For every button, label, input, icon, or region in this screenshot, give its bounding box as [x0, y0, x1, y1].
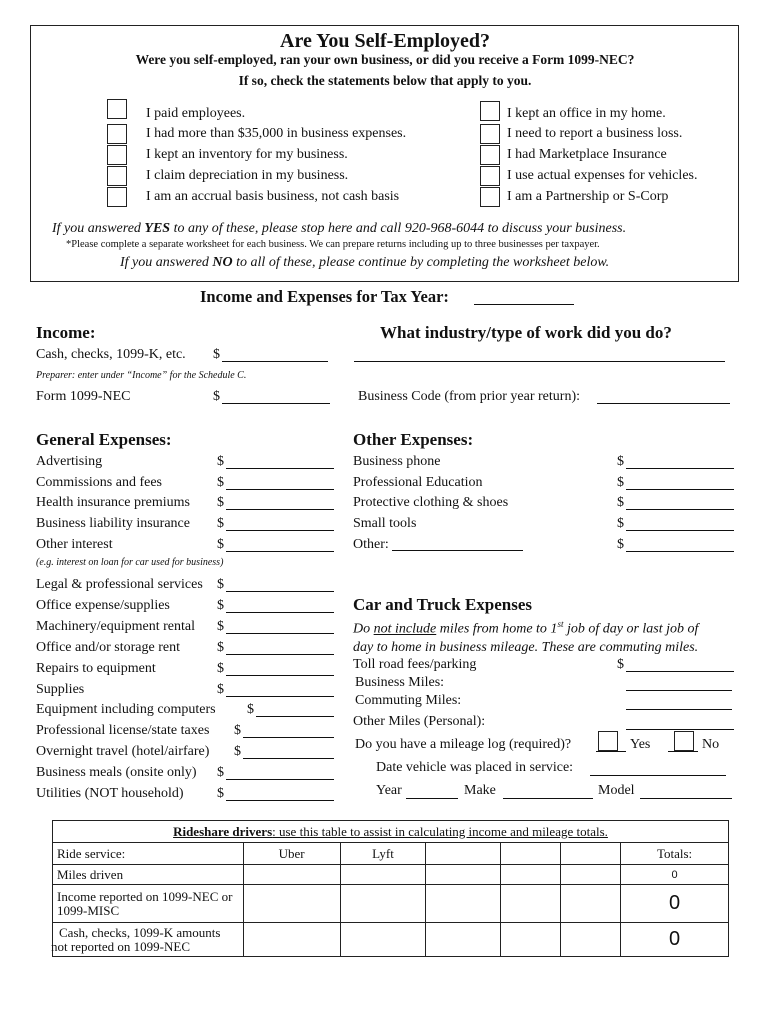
general-business-meals-onsite-only-input[interactable] — [226, 779, 334, 780]
dollar-sign: $ — [217, 639, 224, 655]
checkbox-paid-employees[interactable] — [107, 99, 127, 119]
general-health-insurance-premiums-input[interactable] — [226, 509, 334, 510]
general-health-insurance-premiums-label: Health insurance premiums — [36, 495, 190, 511]
miles-cell[interactable] — [501, 865, 561, 885]
uber-header: Uber — [243, 843, 340, 865]
other-protective-clothing-shoes-input[interactable] — [626, 509, 734, 510]
general-utilities-not-household-input[interactable] — [226, 800, 334, 801]
general-supplies-label: Supplies — [36, 681, 85, 697]
general-overnight-travel-hotel-airfare-label: Overnight travel (hotel/airfare) — [36, 744, 210, 760]
general-expenses-heading: General Expenses: — [36, 430, 172, 449]
business-code-input[interactable] — [597, 403, 730, 404]
general-commissions-and-fees-input[interactable] — [226, 489, 334, 490]
dollar-sign: $ — [617, 454, 624, 469]
general-office-expense-supplies-label: Office expense/supplies — [36, 597, 170, 613]
statement-right: I am a Partnership or S-Corp — [507, 189, 669, 204]
year-label: Year — [376, 783, 402, 798]
other-professional-education-label: Professional Education — [353, 474, 483, 490]
commuting-miles-label: Commuting Miles: — [355, 693, 462, 708]
other-expense-description-input[interactable] — [392, 550, 523, 551]
statement-right: I kept an office in my home. — [507, 106, 666, 121]
lyft-header: Lyft — [340, 843, 426, 865]
other-interest-note: (e.g. interest on loan for car used for business) — [36, 557, 224, 568]
uber-miles-cell[interactable] — [243, 865, 340, 885]
general-professional-license-state-taxes-label: Professional license/state taxes — [36, 723, 210, 739]
general-business-liability-insurance-label: Business liability insurance — [36, 516, 190, 532]
dollar-sign: $ — [217, 765, 224, 781]
business-miles-input[interactable] — [626, 690, 732, 691]
dollar-sign: $ — [234, 744, 241, 760]
checkbox-depreciation[interactable] — [107, 166, 127, 186]
income-heading: Income: — [36, 323, 96, 342]
rideshare-table — [52, 820, 729, 957]
tax-year-label: Income and Expenses for Tax Year: — [200, 287, 449, 306]
lyft-cash-cell[interactable] — [340, 923, 426, 957]
other-small-tools-label: Small tools — [353, 516, 417, 532]
car-truck-heading: Car and Truck Expenses — [353, 595, 533, 614]
dollar-sign: $ — [617, 657, 624, 672]
cash-total: 0 — [621, 923, 729, 957]
dollar-sign: $ — [617, 474, 624, 490]
separate-worksheet-note: *Please complete a separate worksheet for each business. We can prepare returns including up to three businesses per taxpayer. — [66, 239, 600, 250]
income-cell[interactable] — [426, 885, 501, 923]
model-input[interactable] — [640, 798, 732, 799]
general-office-and-or-storage-rent-label: Office and/or storage rent — [36, 639, 180, 655]
lyft-miles-cell[interactable] — [340, 865, 426, 885]
general-overnight-travel-hotel-airfare-input[interactable] — [243, 758, 334, 759]
form-1099-nec-label: Form 1099-NEC — [36, 389, 131, 404]
statement-left: I kept an inventory for my business. — [146, 147, 348, 162]
checkbox-partnership-s-corp[interactable] — [480, 187, 500, 207]
service-cell[interactable] — [426, 843, 501, 865]
cash-cell[interactable] — [561, 923, 621, 957]
statement-right: I need to report a business loss. — [507, 126, 683, 141]
dollar-sign: $ — [213, 347, 220, 362]
subtitle-instruction: If so, check the statements below that apply to you. — [238, 73, 532, 88]
statement-right: I use actual expenses for vehicles. — [507, 168, 698, 183]
toll-label: Toll road fees/parking — [353, 657, 477, 672]
totals-header: Totals: — [621, 843, 729, 865]
commuting-note-line2: day to home in business mileage. These are commuting miles. — [353, 640, 699, 655]
general-other-interest-input[interactable] — [226, 551, 334, 552]
miles-driven-label: Miles driven — [53, 865, 244, 885]
ride-service-label: Ride service: — [53, 843, 244, 865]
yes-underline — [596, 751, 626, 752]
year-input[interactable] — [406, 798, 458, 799]
miles-total: 0 — [621, 865, 729, 885]
statement-left: I had more than $35,000 in business expenses. — [146, 126, 407, 141]
mileage-log-no-checkbox[interactable] — [674, 731, 694, 751]
cash-amounts-label: Cash, checks, 1099-K amounts not reported on 1099-NEC — [53, 923, 244, 957]
uber-cash-cell[interactable] — [243, 923, 340, 957]
other-small-tools-input[interactable] — [626, 530, 734, 531]
general-machinery-equipment-rental-label: Machinery/equipment rental — [36, 618, 195, 634]
cash-cell[interactable] — [426, 923, 501, 957]
checkbox-expenses-over-35000[interactable] — [107, 124, 127, 144]
dollar-sign: $ — [217, 454, 224, 469]
commuting-miles-input[interactable] — [626, 709, 732, 710]
income-total: 0 — [621, 885, 729, 923]
dollar-sign: $ — [217, 681, 224, 697]
miles-cell[interactable] — [561, 865, 621, 885]
general-repairs-to-equipment-input[interactable] — [226, 675, 334, 676]
general-advertising-label: Advertising — [36, 454, 103, 469]
industry-input[interactable] — [354, 361, 725, 362]
subtitle-question: Were you self-employed, ran your own business, or did you receive a Form 1099-NEC? — [135, 52, 635, 67]
make-label: Make — [464, 783, 496, 798]
no-label: No — [702, 737, 720, 752]
no-underline — [668, 751, 698, 752]
miles-cell[interactable] — [426, 865, 501, 885]
industry-question: What industry/type of work did you do? — [380, 323, 672, 342]
other-business-phone-label: Business phone — [353, 454, 441, 469]
toll-input[interactable] — [626, 671, 734, 672]
general-commissions-and-fees-label: Commissions and fees — [36, 474, 162, 490]
general-legal-professional-services-label: Legal & professional services — [36, 577, 203, 592]
business-miles-label: Business Miles: — [355, 675, 445, 690]
general-legal-professional-services-input[interactable] — [226, 591, 334, 592]
other-business-phone-input[interactable] — [626, 468, 734, 469]
other-other-label: Other: — [353, 536, 389, 552]
dollar-sign: $ — [217, 660, 224, 676]
yes-notice: If you answered YES to any of these, please stop here and call 920-968-6044 to discuss your business. — [52, 221, 627, 236]
checkbox-accrual-basis[interactable] — [107, 187, 127, 207]
income-cell[interactable] — [561, 885, 621, 923]
general-professional-license-state-taxes-input[interactable] — [243, 737, 334, 738]
cash-checks-input[interactable] — [222, 361, 328, 362]
general-equipment-including-computers-label: Equipment including computers — [36, 702, 216, 718]
dollar-sign: $ — [217, 516, 224, 532]
page-title: Are You Self-Employed? — [280, 30, 490, 52]
mileage-log-yes-checkbox[interactable] — [598, 731, 618, 751]
dollar-sign: $ — [217, 536, 224, 552]
no-notice: If you answered NO to all of these, please continue by completing the worksheet below. — [120, 255, 610, 270]
model-label: Model — [598, 783, 635, 798]
yes-label: Yes — [630, 737, 651, 752]
form-1099-nec-input[interactable] — [222, 403, 330, 404]
uber-income-cell[interactable] — [243, 885, 340, 923]
general-advertising-input[interactable] — [226, 468, 334, 469]
lyft-income-cell[interactable] — [340, 885, 426, 923]
general-office-and-or-storage-rent-input[interactable] — [226, 654, 334, 655]
general-repairs-to-equipment-label: Repairs to equipment — [36, 660, 156, 676]
business-code-label: Business Code (from prior year return): — [358, 389, 580, 404]
other-protective-clothing-shoes-label: Protective clothing & shoes — [353, 495, 509, 511]
mileage-log-question: Do you have a mileage log (required)? — [355, 737, 572, 752]
date-placed-input[interactable] — [590, 775, 726, 776]
checkbox-business-loss[interactable] — [480, 124, 500, 144]
rideshare-title: Rideshare drivers: use this table to assist in calculating income and mileage totals. — [53, 821, 729, 843]
general-utilities-not-household-label: Utilities (NOT household) — [36, 786, 184, 801]
general-equipment-including-computers-input[interactable] — [256, 716, 334, 717]
statement-left: I paid employees. — [146, 106, 246, 121]
general-business-meals-onsite-only-label: Business meals (onsite only) — [36, 765, 197, 781]
checkbox-marketplace-insurance[interactable] — [480, 145, 500, 165]
dollar-sign: $ — [217, 618, 224, 634]
checkbox-actual-vehicle-expenses[interactable] — [480, 166, 500, 186]
dollar-sign: $ — [617, 516, 624, 532]
dollar-sign: $ — [213, 389, 220, 404]
other-miles-input[interactable] — [626, 729, 734, 730]
make-input[interactable] — [503, 798, 593, 799]
dollar-sign: $ — [217, 474, 224, 490]
general-office-expense-supplies-input[interactable] — [226, 612, 334, 613]
other-professional-education-input[interactable] — [626, 489, 734, 490]
other-miles-label: Other Miles (Personal): — [353, 714, 486, 729]
date-placed-label: Date vehicle was placed in service: — [376, 760, 574, 775]
general-machinery-equipment-rental-input[interactable] — [226, 633, 334, 634]
dollar-sign: $ — [217, 597, 224, 613]
dollar-sign: $ — [247, 702, 254, 718]
dollar-sign: $ — [617, 495, 624, 511]
dollar-sign: $ — [617, 536, 624, 552]
service-cell[interactable] — [561, 843, 621, 865]
other-expenses-heading: Other Expenses: — [353, 430, 474, 449]
general-business-liability-insurance-input[interactable] — [226, 530, 334, 531]
cash-cell[interactable] — [501, 923, 561, 957]
checkbox-inventory[interactable] — [107, 145, 127, 165]
statement-left: I claim depreciation in my business. — [146, 168, 349, 183]
general-other-interest-label: Other interest — [36, 536, 113, 552]
income-cell[interactable] — [501, 885, 561, 923]
general-supplies-input[interactable] — [226, 696, 334, 697]
commuting-note: Do not include miles from home to 1st job of day or last job of — [353, 619, 699, 637]
service-cell[interactable] — [501, 843, 561, 865]
checkbox-home-office[interactable] — [480, 101, 500, 121]
preparer-note: Preparer: enter under “Income” for the Schedule C. — [36, 370, 247, 381]
cash-checks-label: Cash, checks, 1099-K, etc. — [36, 347, 186, 362]
dollar-sign: $ — [234, 723, 241, 739]
statement-right: I had Marketplace Insurance — [507, 147, 667, 162]
dollar-sign: $ — [217, 495, 224, 511]
other-other-input[interactable] — [626, 551, 734, 552]
income-1099-label: Income reported on 1099-NEC or 1099-MISC — [53, 885, 244, 923]
tax-year-input[interactable] — [474, 304, 574, 305]
statement-left: I am an accrual basis business, not cash basis — [146, 189, 400, 204]
dollar-sign: $ — [217, 577, 224, 592]
dollar-sign: $ — [217, 786, 224, 801]
